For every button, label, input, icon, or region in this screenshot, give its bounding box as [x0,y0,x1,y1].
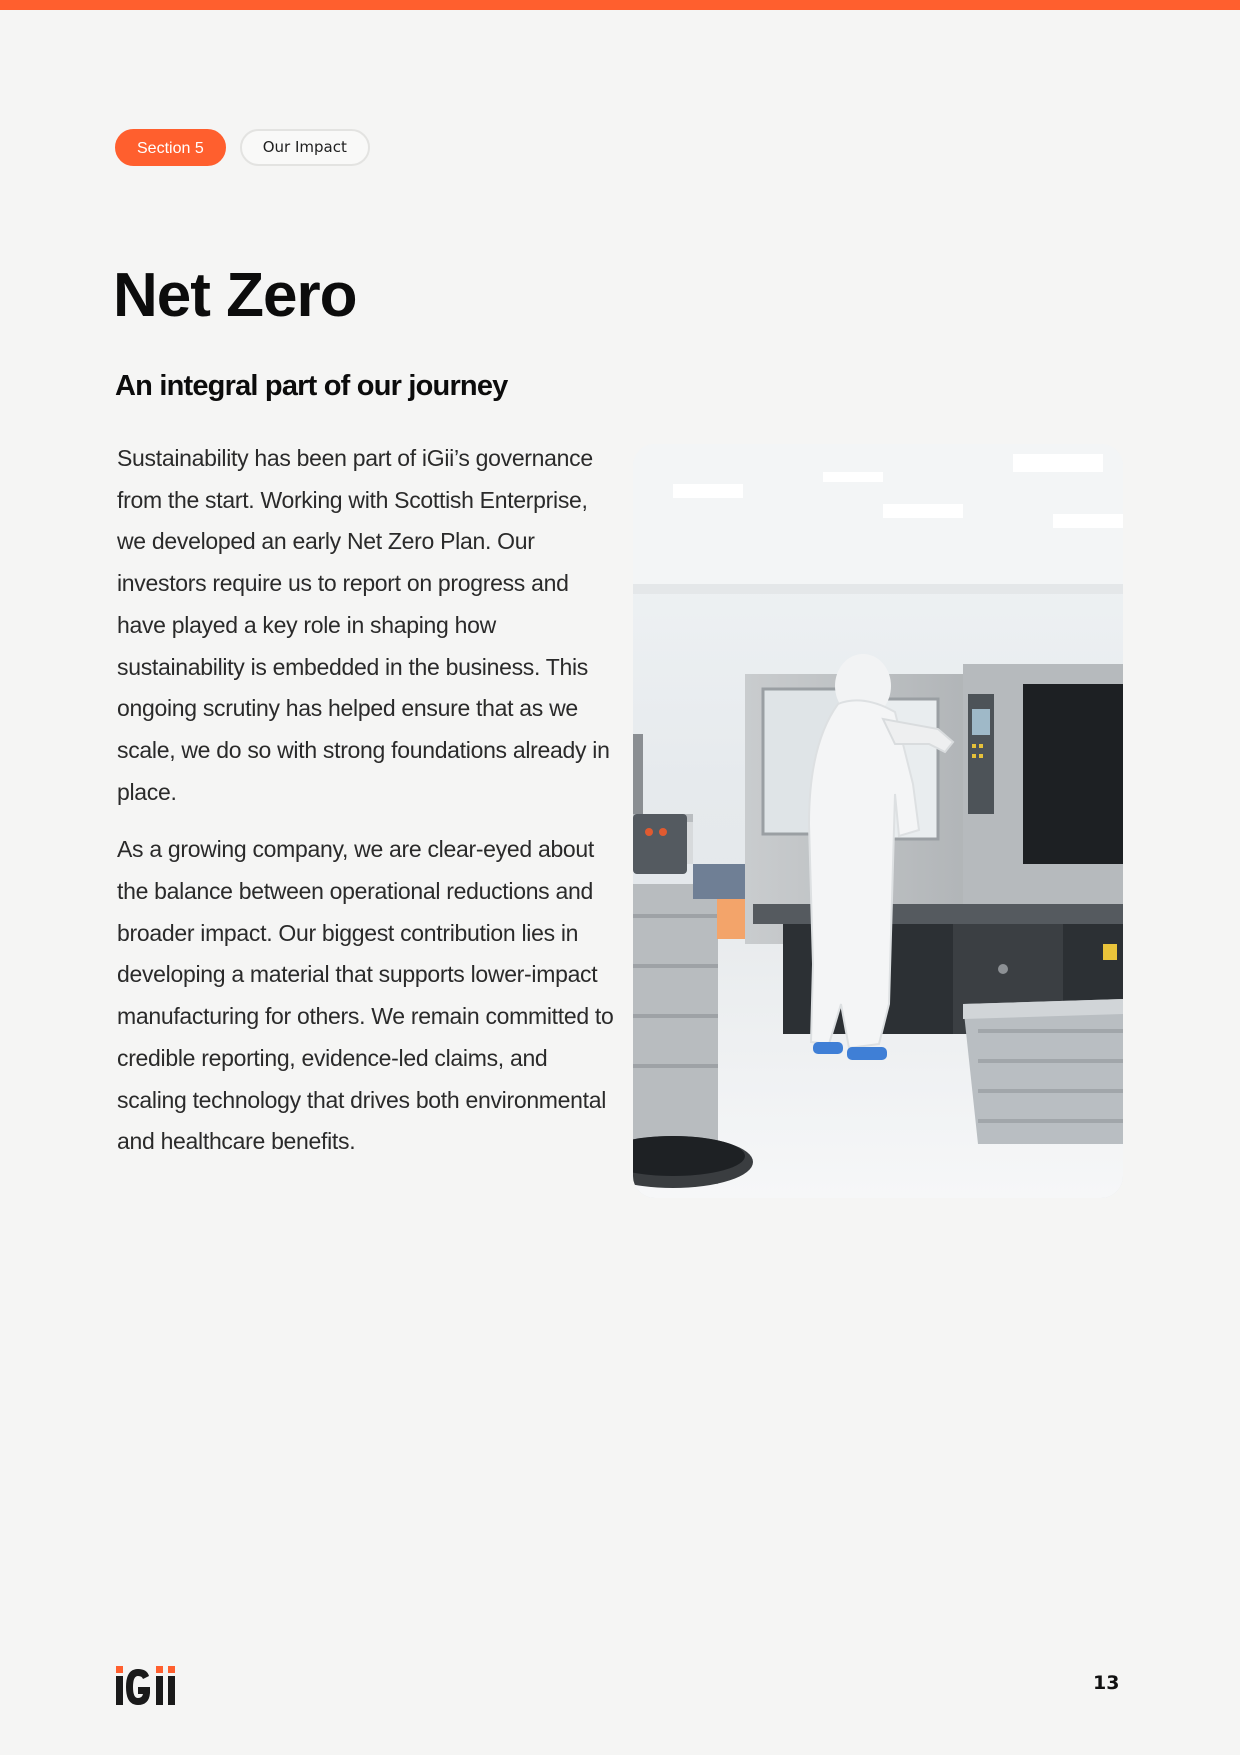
section-tags [115,129,370,166]
paragraph-2: As a growing company, we are clear-eyed about the balance between operational reductions and broader impact. Our biggest contribution lies in developing a material that supports lower-impact manufacturing for others. We remain committed to credible reporting, evidence-led claims, and scaling technology that drives both environmental and healthcare benefits. [117,836,614,1155]
topic-badge: Our Impact [240,129,370,166]
cleanroom-photo [633,444,1123,1198]
top-accent-bar [0,0,1240,10]
section-badge: Section 5 [115,129,226,166]
igii-logo [116,1662,186,1706]
igii-logo-mark [116,1666,186,1706]
page-number: 13 [1093,1672,1120,1694]
paragraph-1: Sustainability has been part of iGii’s governance from the start. Working with Scottish Enterprise, we developed an early Net Zero Plan. Our investors require us to report on progress and have played a key role in shaping how sustainability is embedded in the business. This ongoing scrutiny has helped ensure that as we scale, we do so with strong foundations already in place. [117,445,610,805]
body-text [117,438,617,1163]
page-title: Net Zero [113,261,357,330]
page-subtitle: An integral part of our journey [115,370,508,402]
